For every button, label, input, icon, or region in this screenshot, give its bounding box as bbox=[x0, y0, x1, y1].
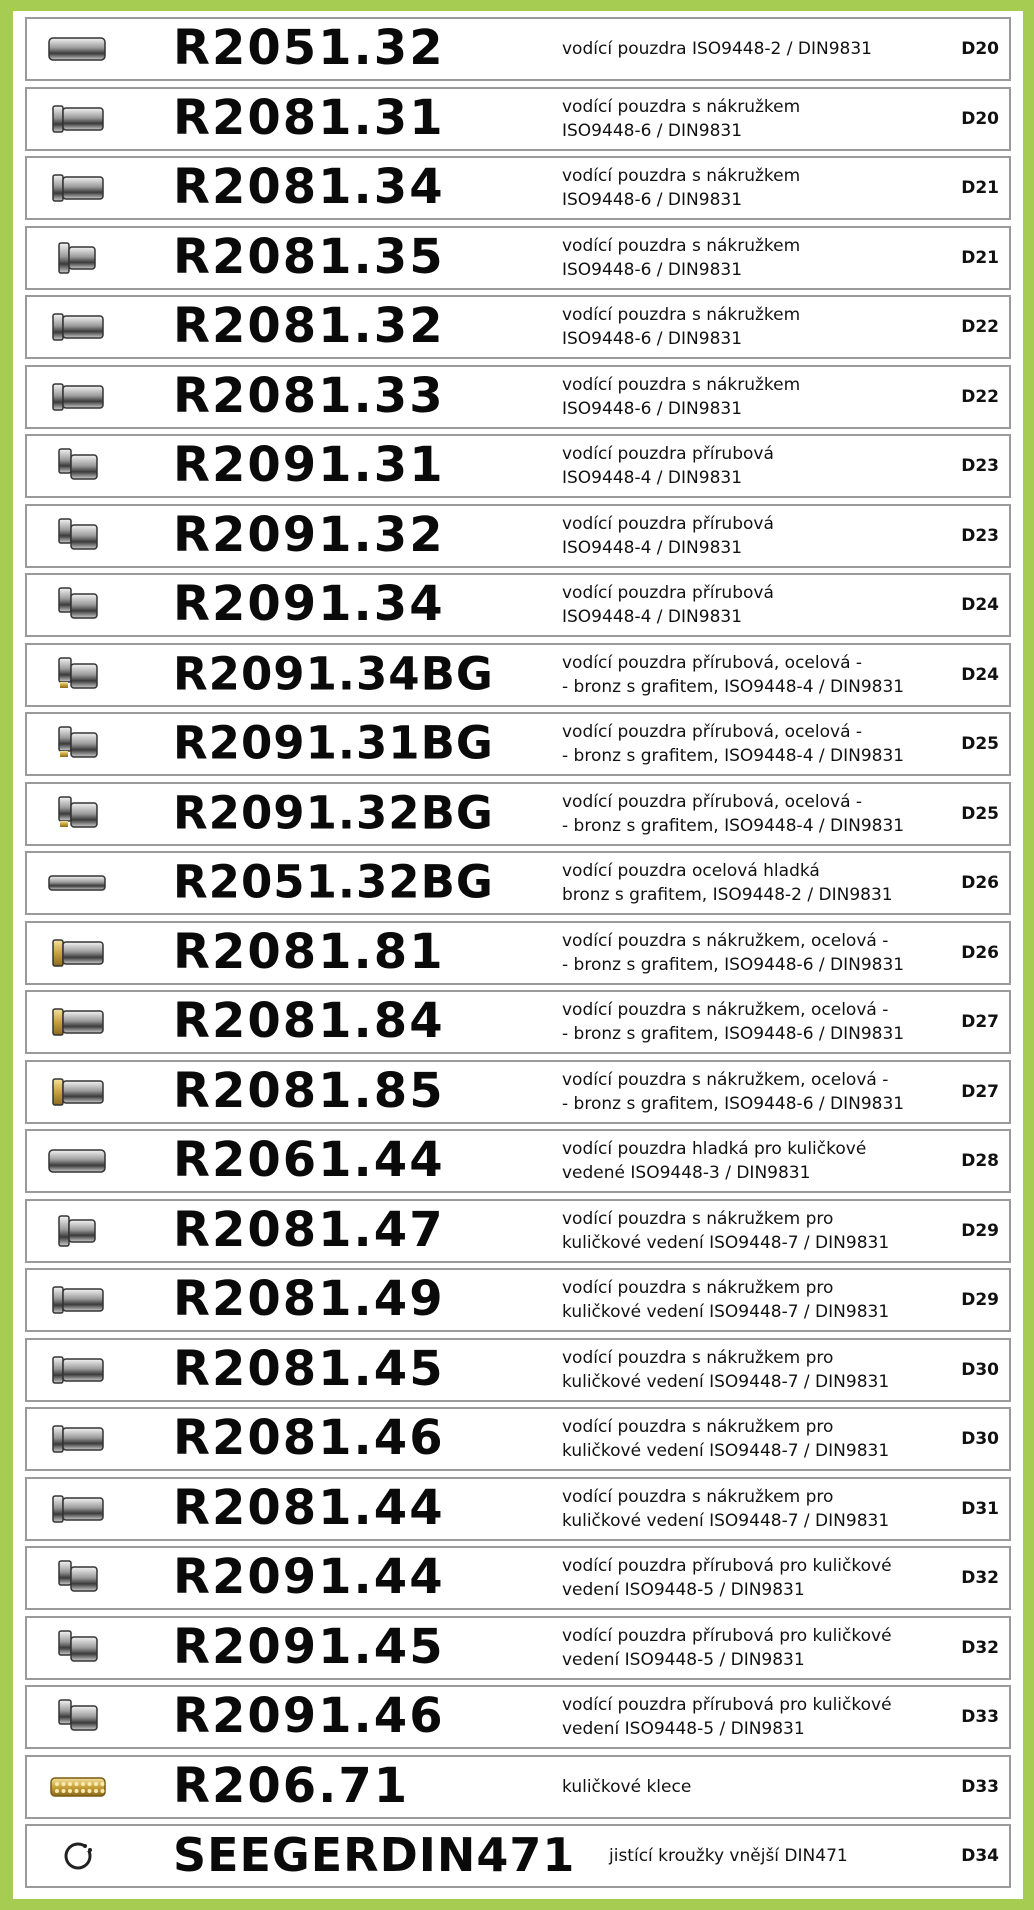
catalog-row[interactable] bbox=[25, 1824, 1011, 1888]
product-code[interactable]: R2081.34 bbox=[173, 158, 445, 215]
product-code[interactable]: R2091.34 bbox=[173, 575, 445, 632]
sleeve-flange-icon bbox=[45, 1555, 111, 1601]
product-description: vodící pouzdra s nákružkem ISO9448-6 / DIN9831 bbox=[562, 96, 801, 141]
product-code[interactable]: R2081.81 bbox=[173, 923, 445, 980]
product-code[interactable]: R2091.32BG bbox=[173, 785, 494, 839]
product-code[interactable]: R2081.45 bbox=[173, 1340, 445, 1397]
product-description: vodící pouzdra přírubová ISO9448-4 / DIN9831 bbox=[562, 444, 774, 488]
page-reference[interactable]: D30 bbox=[961, 1429, 999, 1449]
catalog-row[interactable] bbox=[25, 1407, 1011, 1471]
sleeve-collar-icon bbox=[45, 1416, 111, 1462]
catalog-row[interactable] bbox=[25, 1060, 1011, 1124]
product-code[interactable]: R2091.31 bbox=[173, 436, 445, 493]
sleeve-flange-icon bbox=[45, 513, 111, 559]
ball-cage-icon bbox=[45, 1764, 111, 1810]
catalog-row[interactable] bbox=[25, 851, 1011, 915]
catalog-row[interactable] bbox=[25, 1546, 1011, 1610]
sleeve-collar-icon bbox=[45, 1486, 111, 1532]
catalog-row[interactable] bbox=[25, 1685, 1011, 1749]
sleeve-flange-bronze-icon bbox=[45, 652, 111, 698]
catalog-row[interactable] bbox=[25, 782, 1011, 846]
product-description: vodící pouzdra s nákružkem ISO9448-6 / DIN9831 bbox=[562, 305, 801, 349]
product-description: vodící pouzdra ocelová hladká bronz s grafitem, ISO9448-2 / DIN9831 bbox=[562, 861, 893, 905]
product-code[interactable]: R2061.44 bbox=[173, 1131, 445, 1188]
catalog-row[interactable] bbox=[25, 1338, 1011, 1402]
product-code[interactable]: R2081.33 bbox=[173, 367, 445, 424]
catalog-row[interactable] bbox=[25, 1129, 1011, 1193]
product-description: vodící pouzdra s nákružkem pro kuličkové vedení ISO9448-7 / DIN9831 bbox=[562, 1347, 890, 1392]
catalog-row[interactable] bbox=[25, 990, 1011, 1054]
retaining-ring-icon bbox=[45, 1833, 111, 1879]
catalog-row[interactable] bbox=[25, 1268, 1011, 1332]
catalog-row[interactable] bbox=[25, 921, 1011, 985]
page-reference[interactable]: D22 bbox=[961, 386, 999, 407]
product-description: vodící pouzdra přírubová, ocelová - - bronz s grafitem, ISO9448-4 / DIN9831 bbox=[562, 652, 905, 697]
product-code[interactable]: R2091.34BG bbox=[173, 646, 494, 700]
product-code[interactable]: R2081.46 bbox=[173, 1409, 445, 1466]
product-code[interactable]: SEEGERDIN471 bbox=[173, 1827, 576, 1882]
product-description: vodící pouzdra přírubová ISO9448-4 / DIN9831 bbox=[562, 513, 774, 558]
page-reference[interactable]: D24 bbox=[961, 595, 999, 615]
sleeve-flange-bronze-icon bbox=[45, 721, 111, 767]
page-reference[interactable]: D27 bbox=[961, 1081, 999, 1102]
product-code[interactable]: R2051.32 bbox=[173, 19, 445, 76]
product-code[interactable]: R2081.49 bbox=[173, 1270, 445, 1327]
page-reference[interactable]: D26 bbox=[961, 942, 999, 963]
catalog-row[interactable] bbox=[25, 156, 1011, 220]
catalog-row[interactable] bbox=[25, 226, 1011, 290]
product-description: vodící pouzdra hladká pro kuličkové vedené ISO9448-3 / DIN9831 bbox=[562, 1139, 867, 1183]
product-description: vodící pouzdra s nákružkem ISO9448-6 / DIN9831 bbox=[562, 235, 801, 280]
page-reference[interactable]: D25 bbox=[961, 734, 999, 754]
page-reference[interactable]: D29 bbox=[961, 1290, 999, 1310]
sleeve-collar-short-icon bbox=[45, 235, 111, 281]
product-code[interactable]: R2081.44 bbox=[173, 1479, 445, 1536]
product-code[interactable]: R206.71 bbox=[173, 1757, 410, 1814]
page-reference[interactable]: D32 bbox=[961, 1637, 999, 1658]
product-description: vodící pouzdra s nákružkem ISO9448-6 / DIN9831 bbox=[562, 374, 801, 419]
product-code[interactable]: R2081.31 bbox=[173, 89, 445, 146]
product-code[interactable]: R2091.31BG bbox=[173, 716, 494, 770]
sleeve-plain-thin-icon bbox=[45, 860, 111, 906]
catalog-row[interactable] bbox=[25, 1477, 1011, 1541]
page-reference[interactable]: D23 bbox=[961, 525, 999, 546]
product-code[interactable]: R2081.32 bbox=[173, 297, 445, 354]
sleeve-collar-icon bbox=[45, 1347, 111, 1393]
product-description: vodící pouzdra s nákružkem, ocelová - - bronz s grafitem, ISO9448-6 / DIN9831 bbox=[562, 1069, 905, 1114]
page-reference[interactable]: D32 bbox=[961, 1568, 999, 1588]
catalog-row[interactable] bbox=[25, 504, 1011, 568]
page-reference[interactable]: D24 bbox=[961, 664, 999, 685]
sleeve-collar-bronze-icon bbox=[45, 930, 111, 976]
sleeve-flange-icon bbox=[45, 1625, 111, 1671]
catalog-row[interactable] bbox=[25, 1755, 1011, 1819]
page-reference[interactable]: D33 bbox=[961, 1707, 999, 1727]
product-code[interactable]: R2081.85 bbox=[173, 1062, 445, 1119]
sleeve-collar-short-icon bbox=[45, 1208, 111, 1254]
sleeve-plain-icon bbox=[45, 26, 111, 72]
product-description: vodící pouzdra přírubová, ocelová - - bronz s grafitem, ISO9448-4 / DIN9831 bbox=[562, 791, 905, 836]
product-description: vodící pouzdra s nákružkem, ocelová - - bronz s grafitem, ISO9448-6 / DIN9831 bbox=[562, 1000, 905, 1044]
product-description: vodící pouzdra přírubová pro kuličkové vedení ISO9448-5 / DIN9831 bbox=[562, 1695, 892, 1739]
product-description: vodící pouzdra s nákružkem pro kuličkové vedení ISO9448-7 / DIN9831 bbox=[562, 1278, 890, 1322]
page-reference[interactable]: D21 bbox=[961, 247, 999, 268]
product-code[interactable]: R2081.47 bbox=[173, 1201, 445, 1258]
page-reference[interactable]: D34 bbox=[961, 1846, 999, 1866]
page-reference[interactable]: D23 bbox=[961, 456, 999, 476]
product-description: vodící pouzdra s nákružkem pro kuličkové vedení ISO9448-7 / DIN9831 bbox=[562, 1417, 890, 1461]
product-code[interactable]: R2081.84 bbox=[173, 992, 445, 1049]
sleeve-flange-bronze-icon bbox=[45, 791, 111, 837]
product-description: kuličkové klece bbox=[562, 1776, 692, 1797]
catalog-row[interactable] bbox=[25, 573, 1011, 637]
catalog-row[interactable] bbox=[25, 1199, 1011, 1263]
page-reference[interactable]: D21 bbox=[961, 178, 999, 198]
catalog-row[interactable] bbox=[25, 643, 1011, 707]
sleeve-collar-icon bbox=[45, 374, 111, 420]
product-description: vodící pouzdra přírubová, ocelová - - bronz s grafitem, ISO9448-4 / DIN9831 bbox=[562, 722, 905, 766]
page-reference[interactable]: D30 bbox=[961, 1359, 999, 1380]
catalog-row[interactable] bbox=[25, 712, 1011, 776]
page-reference[interactable]: D22 bbox=[961, 317, 999, 337]
product-description: vodící pouzdra přírubová pro kuličkové vedení ISO9448-5 / DIN9831 bbox=[562, 1625, 892, 1670]
sleeve-flange-icon bbox=[45, 582, 111, 628]
page-reference[interactable]: D25 bbox=[961, 803, 999, 824]
catalog-row[interactable] bbox=[25, 365, 1011, 429]
catalog-sheet bbox=[13, 11, 1023, 1899]
product-description: vodící pouzdra ISO9448-2 / DIN9831 bbox=[562, 39, 872, 59]
catalog-row[interactable] bbox=[25, 17, 1011, 81]
product-description: vodící pouzdra přírubová pro kuličkové vedení ISO9448-5 / DIN9831 bbox=[562, 1556, 892, 1600]
sleeve-collar-icon bbox=[45, 1277, 111, 1323]
product-description: jistící kroužky vnější DIN471 bbox=[609, 1846, 848, 1866]
page-reference[interactable]: D29 bbox=[961, 1220, 999, 1241]
sleeve-collar-icon bbox=[45, 96, 111, 142]
product-description: vodící pouzdra s nákružkem pro kuličkové vedení ISO9448-7 / DIN9831 bbox=[562, 1486, 890, 1531]
page-reference[interactable]: D31 bbox=[961, 1498, 999, 1519]
sleeve-collar-bronze-icon bbox=[45, 1069, 111, 1115]
page-reference[interactable]: D33 bbox=[961, 1776, 999, 1797]
catalog-row[interactable] bbox=[25, 1616, 1011, 1680]
product-description: vodící pouzdra přírubová ISO9448-4 / DIN9831 bbox=[562, 583, 774, 627]
page-reference[interactable]: D27 bbox=[961, 1012, 999, 1032]
product-code[interactable]: R2051.32BG bbox=[173, 855, 494, 909]
sleeve-collar-icon bbox=[45, 165, 111, 211]
catalog-row[interactable] bbox=[25, 434, 1011, 498]
page-reference[interactable]: D20 bbox=[961, 39, 999, 59]
product-code[interactable]: R2091.32 bbox=[173, 506, 445, 563]
page-reference[interactable]: D28 bbox=[961, 1151, 999, 1171]
page-reference[interactable]: D26 bbox=[961, 873, 999, 893]
product-code[interactable]: R2091.44 bbox=[173, 1548, 445, 1605]
product-description: vodící pouzdra s nákružkem ISO9448-6 / DIN9831 bbox=[562, 166, 801, 210]
product-code[interactable]: R2091.46 bbox=[173, 1687, 445, 1744]
product-description: vodící pouzdra s nákružkem, ocelová - - bronz s grafitem, ISO9448-6 / DIN9831 bbox=[562, 930, 905, 975]
sleeve-collar-bronze-icon bbox=[45, 999, 111, 1045]
product-code[interactable]: R2091.45 bbox=[173, 1618, 445, 1675]
sleeve-plain-icon bbox=[45, 1138, 111, 1184]
catalog-row[interactable] bbox=[25, 295, 1011, 359]
sleeve-flange-icon bbox=[45, 1694, 111, 1740]
product-code[interactable]: R2081.35 bbox=[173, 228, 445, 285]
catalog-row[interactable] bbox=[25, 87, 1011, 151]
product-description: vodící pouzdra s nákružkem pro kuličkové vedení ISO9448-7 / DIN9831 bbox=[562, 1208, 890, 1253]
sleeve-flange-icon bbox=[45, 443, 111, 489]
page-reference[interactable]: D20 bbox=[961, 108, 999, 129]
sleeve-collar-icon bbox=[45, 304, 111, 350]
